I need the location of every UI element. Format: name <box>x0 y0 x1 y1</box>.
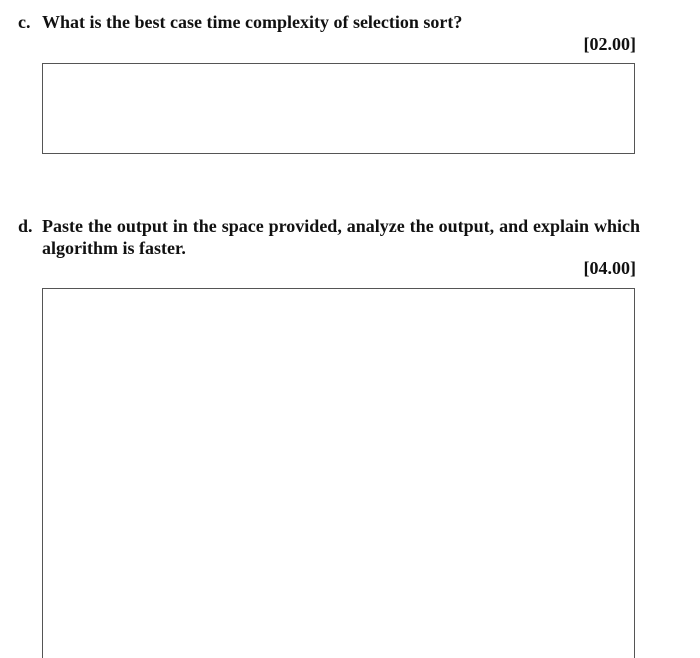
answer-box-d[interactable] <box>42 288 635 658</box>
question-d-letter: d. <box>18 216 33 236</box>
question-c-letter: c. <box>18 12 31 32</box>
answer-box-c[interactable] <box>42 63 635 154</box>
question-c-marks: [02.00] <box>583 34 636 54</box>
question-d-marks: [04.00] <box>583 258 636 278</box>
question-d-text: Paste the output in the space provided, analyze the output, and explain which algorithm is faster. <box>42 216 640 258</box>
question-c <box>18 11 640 33</box>
question-c-text: What is the best case time complexity of selection sort? <box>42 12 463 32</box>
question-d <box>18 215 640 259</box>
